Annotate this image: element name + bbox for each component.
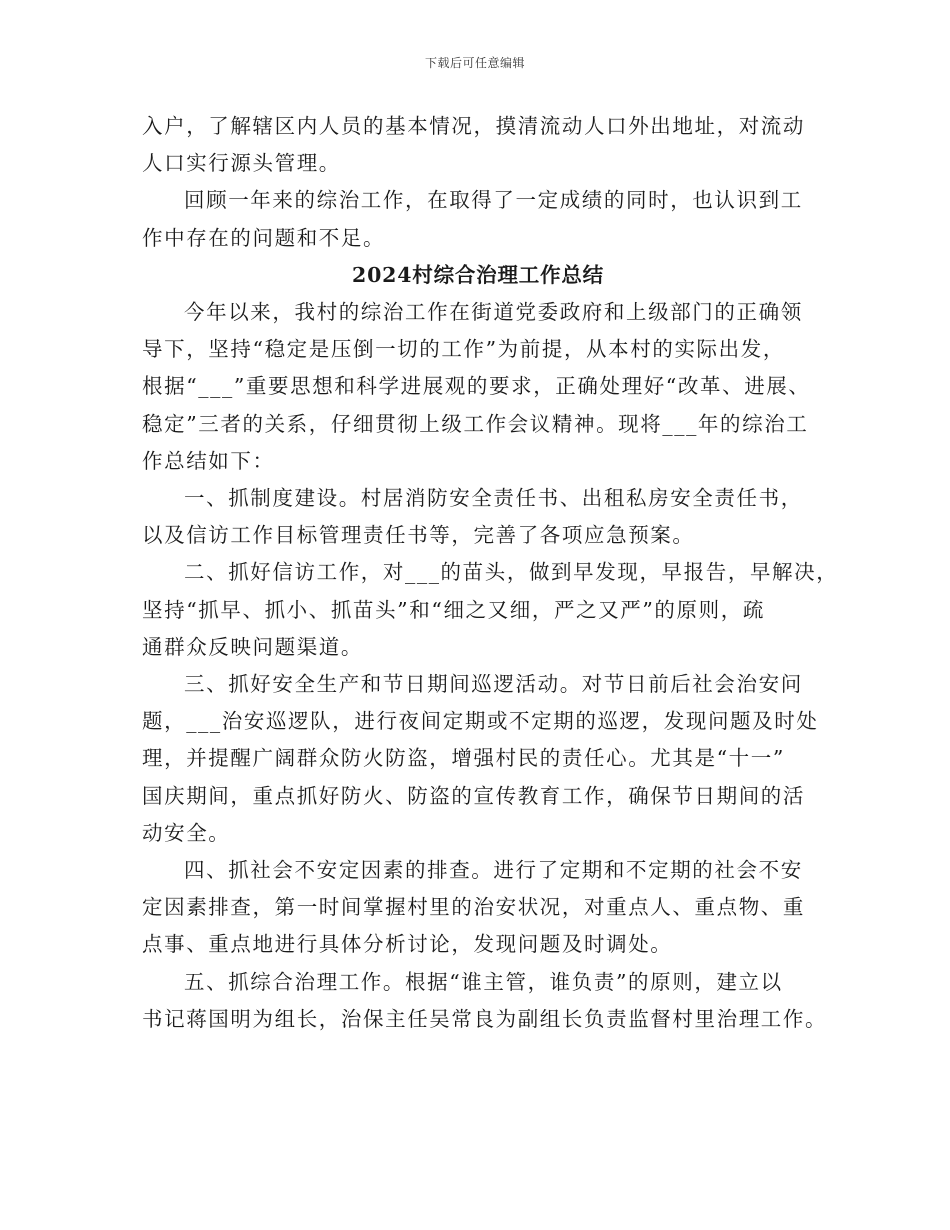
text-line: 作总结如下：: [142, 448, 275, 473]
paragraph-section-2: [142, 554, 839, 666]
text-line: 点事、重点地进行具体分析讨论，发现问题及时调处。: [142, 932, 673, 957]
paragraph-section-4: [142, 852, 814, 964]
paragraph-section-5: [142, 964, 828, 1038]
text-line: 坚持“抓早、抓小、抓苗头”和“细之又细，严之又严”的原则，疏: [142, 597, 765, 622]
document-title: 2024村综合治理工作总结: [352, 262, 604, 287]
text-line: 理，并提醒广阔群众防火防盗，增强村民的责任心。尤其是“十一”: [142, 746, 785, 771]
page-header: 下载后可任意编辑: [424, 56, 525, 70]
text-line: 三、抓好安全生产和节日期间巡逻活动。对节日前后社会治安问: [184, 672, 803, 697]
text-line: 国庆期间，重点抓好防火、防盗的宣传教育工作，确保节日期间的活: [142, 783, 805, 808]
text-line: 回顾一年来的综治工作，在取得了一定成绩的同时，也认识到工: [184, 188, 803, 213]
text-line: 一、抓制度建设。村居消防安全责任书、出租私房安全责任书，: [184, 486, 803, 511]
text-line: 人口实行源头管理。: [142, 151, 341, 176]
text-line: 导下，坚持“稳定是压倒一切的工作”为前提，从本村的实际出发，: [142, 337, 785, 362]
text-line: 书记蒋国明为组长，治保主任吴常良为副组长负责监督村里治理工作。: [142, 1006, 828, 1031]
text-line: 通群众反映问题渠道。: [142, 634, 363, 659]
text-line: 二、抓好信访工作，对___的苗头，做到早发现，早报告，早解决，: [184, 560, 839, 585]
text-line: 以及信访工作目标管理责任书等，完善了各项应急预案。: [142, 523, 695, 548]
document-body: [142, 108, 839, 1038]
text-line: 稳定”三者的关系，仔细贯彻上级工作会议精神。现将___年的综治工: [142, 411, 809, 436]
intro-paragraph-2: [142, 182, 814, 256]
text-line: 五、抓综合治理工作。根据“谁主管，谁负责”的原则，建立以: [184, 969, 783, 994]
paragraph-section-1: [142, 480, 814, 554]
text-line: 题，___治安巡逻队，进行夜间定期或不定期的巡逻，发现问题及时处: [142, 709, 819, 734]
intro-paragraph-1: [142, 108, 814, 182]
text-line: 根据“___”重要思想和科学进展观的要求，正确处理好“改革、进展、: [142, 374, 811, 399]
text-line: 四、抓社会不安定因素的排查。进行了定期和不定期的社会不安: [184, 858, 803, 883]
paragraph-intro-summary: [142, 294, 814, 480]
paragraph-section-3: [142, 666, 819, 852]
text-line: 作中存在的问题和不足。: [142, 225, 386, 250]
text-line: 今年以来，我村的综治工作在街道党委政府和上级部门的正确领: [184, 300, 803, 325]
text-line: 入户，了解辖区内人员的基本情况，摸清流动人口外出地址，对流动: [142, 114, 805, 138]
text-line: 定因素排查，第一时间掌握村里的治安状况，对重点人、重点物、重: [142, 895, 805, 920]
text-line: 动安全。: [142, 820, 231, 845]
